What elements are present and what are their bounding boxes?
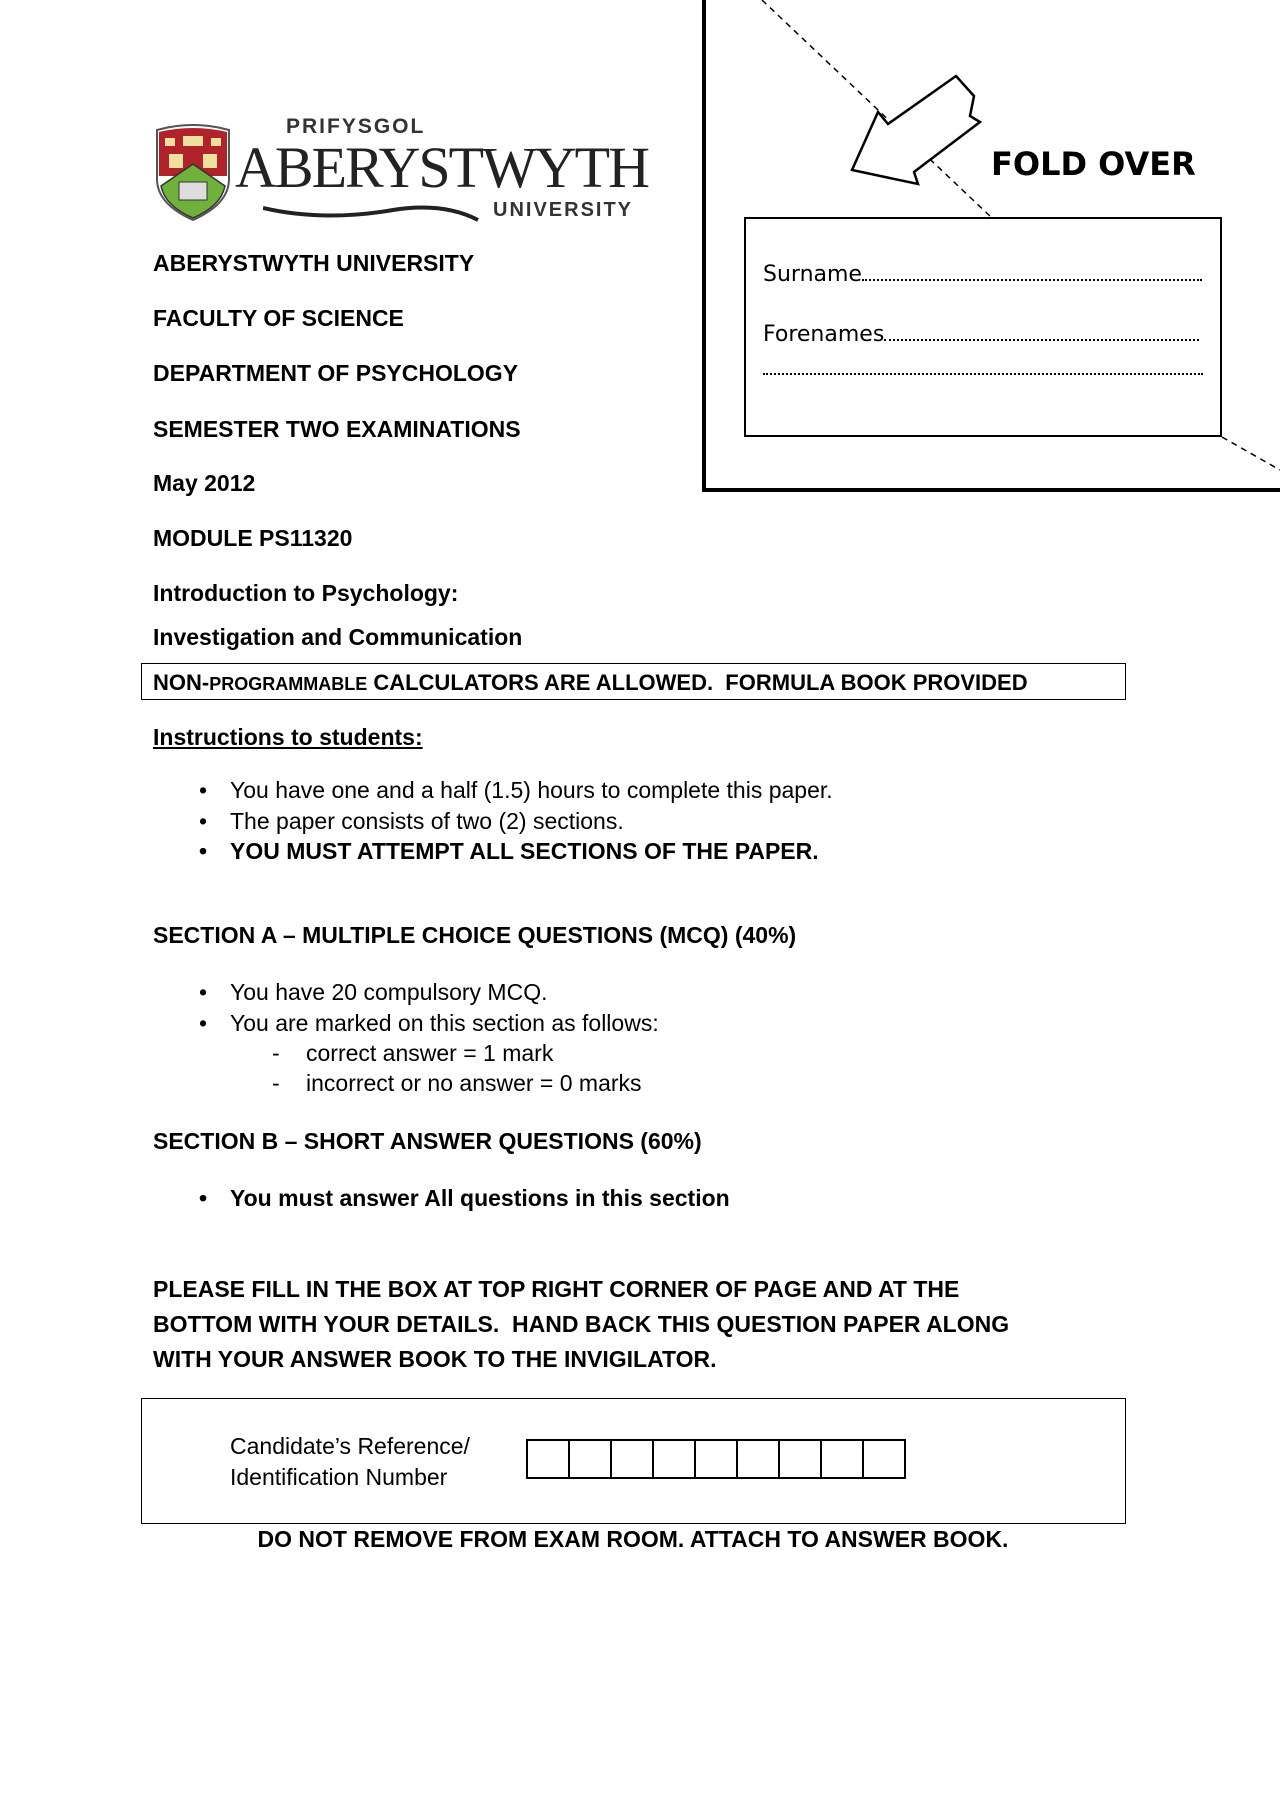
candidate-label-2: Identification Number	[230, 1464, 448, 1490]
calculator-notice-box	[141, 663, 1126, 700]
instruction-item: • YOU MUST ATTEMPT ALL SECTIONS OF THE PAPER.	[199, 838, 819, 864]
instruction-item: • The paper consists of two (2) sections.	[199, 808, 624, 834]
exam-date: May 2012	[153, 470, 256, 496]
section-a-subitem: - incorrect or no answer = 0 marks	[272, 1070, 642, 1096]
name-box	[744, 217, 1222, 437]
logo-swoosh	[263, 200, 483, 224]
fill-notice-line: WITH YOUR ANSWER BOOK TO THE INVIGILATOR.	[153, 1346, 717, 1372]
university-name: ABERYSTWYTH UNIVERSITY	[153, 250, 475, 276]
section-b-item: • You must answer All questions in this section	[199, 1185, 730, 1211]
surname-field[interactable]: Surname	[763, 261, 1202, 287]
instruction-item: • You have one and a half (1.5) hours to complete this paper.	[199, 777, 833, 803]
logo-main-text: ABERYSTWYTH	[235, 135, 648, 200]
candidate-id-cell[interactable]	[864, 1441, 904, 1477]
department-name: DEPARTMENT OF PSYCHOLOGY	[153, 360, 519, 386]
candidate-id-cell[interactable]	[780, 1441, 822, 1477]
university-logo	[153, 116, 663, 224]
candidate-id-cell[interactable]	[612, 1441, 654, 1477]
section-a-heading: SECTION A – MULTIPLE CHOICE QUESTIONS (MCQ) (40%)	[153, 922, 797, 948]
extra-name-line[interactable]	[763, 355, 1203, 381]
candidate-id-cell[interactable]	[696, 1441, 738, 1477]
module-title-2: Investigation and Communication	[153, 624, 523, 650]
footer-notice: DO NOT REMOVE FROM EXAM ROOM. ATTACH TO ANSWER BOOK.	[257, 1526, 1009, 1552]
faculty-name: FACULTY OF SCIENCE	[153, 305, 404, 331]
section-a-item: • You have 20 compulsory MCQ.	[199, 979, 548, 1005]
arrow-icon	[852, 76, 980, 184]
candidate-id-input[interactable]	[526, 1439, 906, 1479]
candidate-id-cell[interactable]	[654, 1441, 696, 1477]
module-title-1: Introduction to Psychology:	[153, 580, 459, 606]
instructions-heading: Instructions to students:	[153, 724, 423, 750]
candidate-id-cell[interactable]	[570, 1441, 612, 1477]
logo-top-text: PRIFYSGOL	[286, 115, 426, 138]
section-a-item: • You are marked on this section as follows:	[199, 1010, 659, 1036]
logo-bottom-text: UNIVERSITY	[493, 199, 634, 221]
fold-frame-bottom	[702, 488, 1280, 492]
forenames-field[interactable]: Forenames	[763, 321, 1199, 347]
fill-notice-line: BOTTOM WITH YOUR DETAILS. HAND BACK THIS QUESTION PAPER ALONG	[153, 1311, 1010, 1337]
crest-icon	[153, 124, 233, 222]
candidate-id-cell[interactable]	[738, 1441, 780, 1477]
fill-notice-line: PLEASE FILL IN THE BOX AT TOP RIGHT CORNER OF PAGE AND AT THE	[153, 1276, 960, 1302]
candidate-id-cell[interactable]	[822, 1441, 864, 1477]
calculator-notice: NON-PROGRAMMABLE CALCULATORS ARE ALLOWED. FORMULA BOOK PROVIDED	[153, 670, 1028, 695]
module-code: MODULE PS11320	[153, 525, 353, 551]
candidate-id-cell[interactable]	[528, 1441, 570, 1477]
candidate-label-1: Candidate’s Reference/	[230, 1433, 470, 1459]
section-a-subitem: - correct answer = 1 mark	[272, 1040, 554, 1066]
exam-name: SEMESTER TWO EXAMINATIONS	[153, 416, 521, 442]
section-b-heading: SECTION B – SHORT ANSWER QUESTIONS (60%)	[153, 1128, 702, 1154]
fold-over-label: FOLD OVER	[991, 145, 1196, 183]
